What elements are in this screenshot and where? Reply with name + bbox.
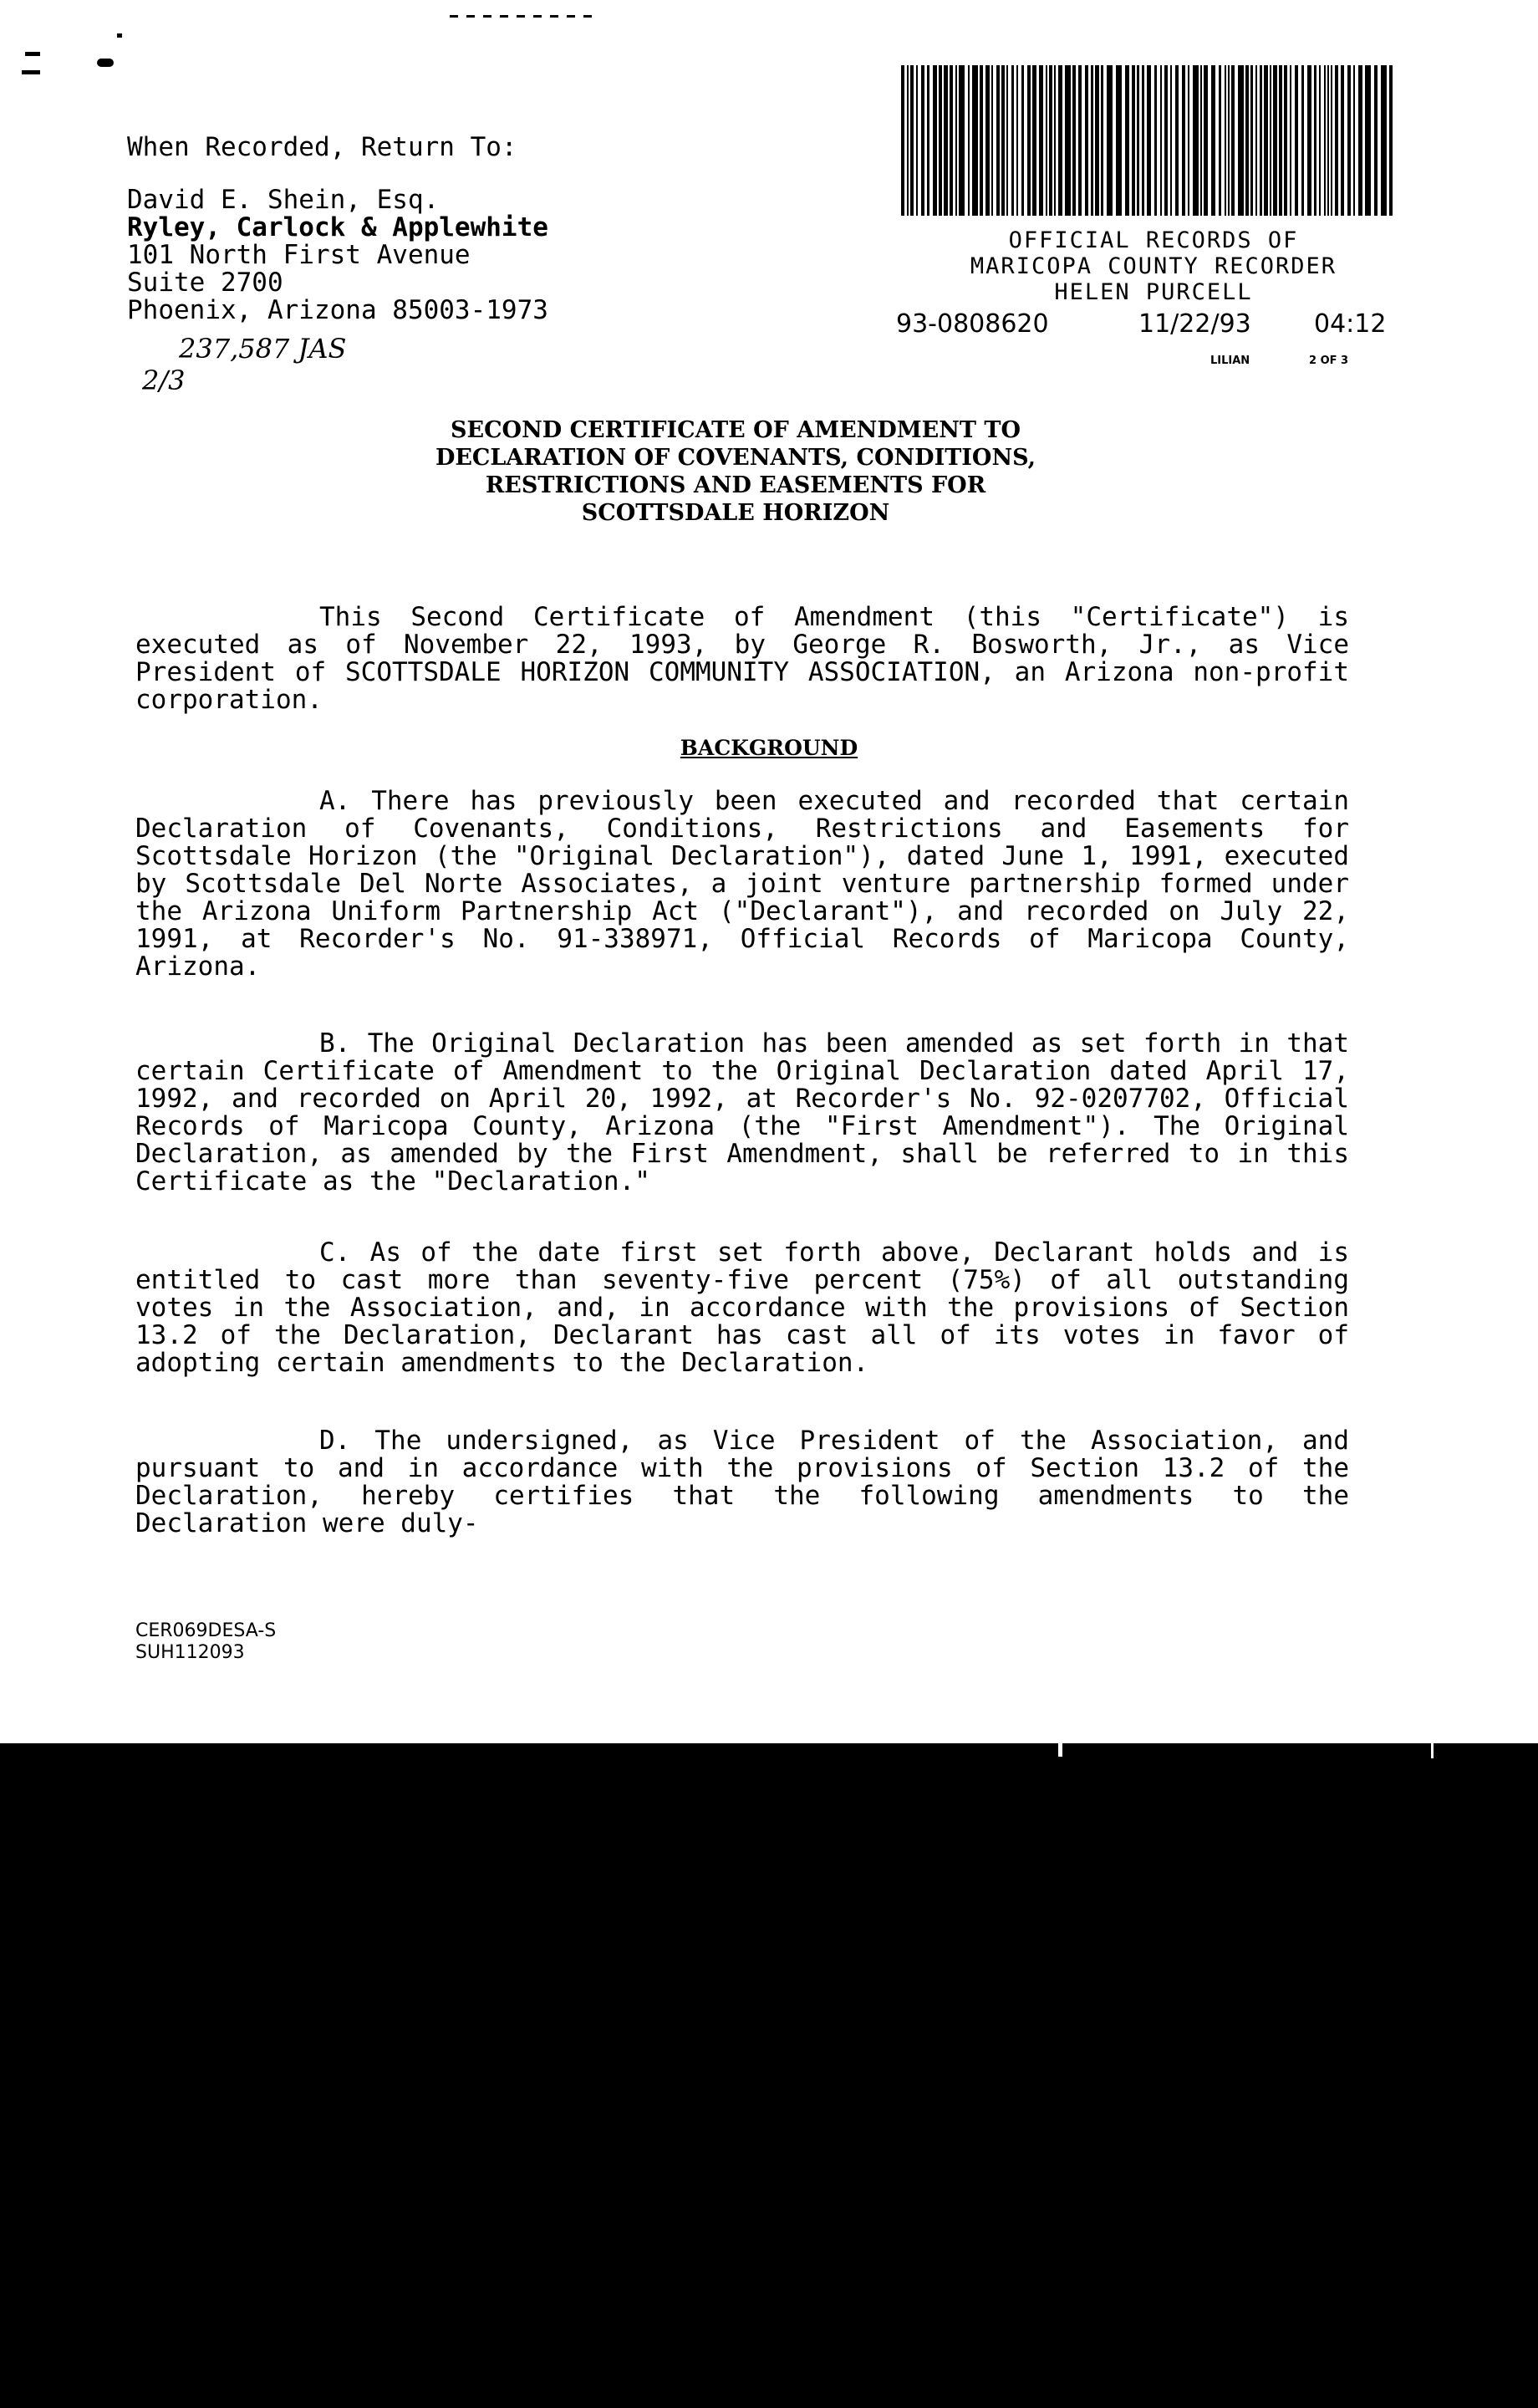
return-to-block <box>127 134 695 324</box>
title-line: SECOND CERTIFICATE OF AMENDMENT TO <box>450 417 1021 443</box>
handwritten-note: 237,587 JAS <box>179 333 347 365</box>
barcode-bar <box>1255 65 1257 216</box>
barcode-bar <box>1374 65 1378 216</box>
barcode-bar <box>991 65 993 216</box>
document-code-line: SUH112093 <box>135 1642 245 1663</box>
background-heading: BACKGROUND <box>680 736 858 760</box>
barcode-bar <box>1032 65 1036 216</box>
barcode-bar <box>1270 65 1271 216</box>
barcode-bar <box>910 65 914 216</box>
scan-artifact <box>1431 1743 1434 1758</box>
barcode-bar <box>1175 65 1179 216</box>
intro-paragraph <box>135 604 1349 714</box>
barcode-bar <box>1238 65 1244 216</box>
title-line: SCOTTSDALE HORIZON <box>581 500 890 526</box>
barcode-bar <box>907 65 909 216</box>
barcode-bar <box>1046 65 1047 216</box>
barcode-bar <box>1137 65 1139 216</box>
barcode-bar <box>1116 65 1122 216</box>
barcode-bar <box>1188 65 1189 216</box>
document-code <box>135 1620 276 1664</box>
scan-speck <box>450 15 600 18</box>
page-count: 2 OF 3 <box>1309 355 1349 367</box>
barcode-bar <box>955 65 957 216</box>
recording-time: 04:12 <box>1314 309 1387 339</box>
barcode-bar <box>1358 65 1362 216</box>
barcode-bar <box>1054 65 1056 216</box>
recital-d <box>135 1427 1349 1538</box>
title-line: DECLARATION OF COVENANTS, CONDITIONS, <box>435 445 1036 471</box>
barcode <box>901 65 1399 216</box>
scan-speck <box>97 59 114 67</box>
barcode-bar <box>1170 65 1172 216</box>
barcode-bar <box>950 65 953 216</box>
barcode-bar <box>1154 65 1157 216</box>
law-firm: Ryley, Carlock & Applewhite <box>127 212 548 242</box>
street-address: 101 North First Avenue <box>127 240 471 270</box>
barcode-bar <box>996 65 1000 216</box>
barcode-bar <box>968 65 970 216</box>
recital-c <box>135 1239 1349 1377</box>
barcode-bar <box>1021 65 1024 216</box>
recital-d-text: D. The undersigned, as Vice President of the Association, and pursuant to and in accordance with the provisions of Section 13.2 of the Declaration, hereby certifies that the following amendments to the Declaration were duly- <box>135 1426 1349 1538</box>
barcode-bar <box>921 65 924 216</box>
barcode-bar <box>1107 65 1113 216</box>
barcode-bar <box>1365 65 1371 216</box>
barcode-bar <box>1295 65 1298 216</box>
document-title <box>293 416 1179 527</box>
barcode-bar <box>933 65 937 216</box>
clerk-name: LILIAN <box>1210 355 1250 367</box>
return-to-label: When Recorded, Return To: <box>127 132 517 162</box>
barcode-bar <box>1011 65 1014 216</box>
barcode-bar <box>1101 65 1103 216</box>
recorder-stamp <box>894 227 1413 305</box>
barcode-bar <box>1147 65 1151 216</box>
recital-a <box>135 788 1349 981</box>
barcode-bar <box>1284 65 1287 216</box>
barcode-bar <box>1142 65 1144 216</box>
barcode-bar <box>1341 65 1344 216</box>
barcode-bar <box>927 65 929 216</box>
scan-artifact <box>1058 1743 1062 1757</box>
barcode-bar <box>1072 65 1076 216</box>
barcode-bar <box>1204 65 1208 216</box>
recital-b-text: B. The Original Declaration has been amended as set forth in that certain Certificate of Amendment to the Original Declaration dated April 17, 1992, and recorded on April 20, 1992, at Recorder's No. 92-0207702, Official Records of Maricopa County, Arizona (the "First Amendment"). The Original Declaration, as amended by the First Amendment, shall be referred to in this Certificate as the "Declaration." <box>135 1028 1349 1196</box>
barcode-bar <box>1273 65 1277 216</box>
barcode-bar <box>901 65 904 216</box>
barcode-bar <box>1095 65 1099 216</box>
barcode-bar <box>1331 65 1332 216</box>
barcode-bar <box>1319 65 1321 216</box>
barcode-bar <box>1182 65 1185 216</box>
barcode-bar <box>1039 65 1043 216</box>
barcode-bar <box>944 65 948 216</box>
barcode-bar <box>1193 65 1199 216</box>
barcode-bar <box>1290 65 1291 216</box>
scan-speck <box>25 52 40 56</box>
handwritten-page-note: 2/3 <box>142 365 186 396</box>
barcode-bar <box>1324 65 1326 216</box>
barcode-bar <box>1160 65 1162 216</box>
barcode-bar <box>1381 65 1387 216</box>
barcode-bar <box>1078 65 1082 216</box>
barcode-bar <box>1085 65 1088 216</box>
barcode-bar <box>1335 65 1338 216</box>
barcode-bar <box>1314 65 1316 216</box>
barcode-bar <box>1228 65 1230 216</box>
barcode-bar <box>916 65 918 216</box>
document-code-line: CER069DESA-S <box>135 1620 277 1641</box>
barcode-bar <box>1027 65 1031 216</box>
recording-number: 93-0808620 <box>896 309 1049 339</box>
recital-c-text: C. As of the date first set forth above, Declarant holds and is entitled to cast more than seventy-five percent (75%) of all outstanding votes in the Association, and, in accordance with the provisions of Section 13.2 of the Declaration, Declarant has cast all of its votes in favor of adopting certain amendments to the Declaration. <box>135 1237 1349 1378</box>
barcode-bar <box>1307 65 1311 216</box>
barcode-bar <box>1279 65 1282 216</box>
recording-date: 11/22/93 <box>1138 309 1251 339</box>
barcode-bar <box>1389 65 1393 216</box>
barcode-bar <box>1001 65 1005 216</box>
recital-b <box>135 1030 1349 1196</box>
barcode-bar <box>1091 65 1093 216</box>
barcode-bar <box>980 65 983 216</box>
barcode-bar <box>1125 65 1129 216</box>
suite: Suite 2700 <box>127 268 283 298</box>
barcode-bar <box>1200 65 1202 216</box>
recital-a-text: A. There has previously been executed and recorded that certain Declaration of Covenants, Conditions, Restrictions and Easements for Scottsdale Horizon (the "Original Declaration"), dated June 1, 1991, executed by Scottsdale Del Norte Associates, a joint venture partnership formed under the Arizona Uniform Partnership Act ("Declarant"), and recorded on July 22, 1991, at Recorder's No. 91-338971, Official Records of Maricopa County, Arizona. <box>135 786 1349 982</box>
barcode-bar <box>959 65 965 216</box>
barcode-bar <box>1250 65 1253 216</box>
barcode-bar <box>1245 65 1249 216</box>
barcode-bar <box>1260 65 1262 216</box>
scan-speck <box>22 70 40 74</box>
barcode-bar <box>1225 65 1226 216</box>
barcode-bar <box>1016 65 1018 216</box>
barcode-bar <box>1231 65 1235 216</box>
barcode-bar <box>1347 65 1351 216</box>
scanner-black-margin <box>0 1743 1538 2408</box>
official-records-line: OFFICIAL RECORDS OF <box>1008 227 1299 253</box>
barcode-bar <box>1065 65 1071 216</box>
recorder-name: HELEN PURCELL <box>1054 279 1253 305</box>
barcode-bar <box>1049 65 1052 216</box>
barcode-bar <box>972 65 978 216</box>
intro-text: This Second Certificate of Amendment (this "Certificate") is executed as of November 22, 1993, by George R. Bosworth, Jr., as Vice President of SCOTTSDALE HORIZON COMMUNITY ASSOCIATION, an Arizona non-profit corporation. <box>135 602 1349 715</box>
barcode-bar <box>985 65 990 216</box>
attorney-name: David E. Shein, Esq. <box>127 185 440 215</box>
scan-speck <box>117 33 122 38</box>
barcode-bar <box>1264 65 1268 216</box>
title-line: RESTRICTIONS AND EASEMENTS FOR <box>485 472 986 498</box>
barcode-bar <box>1327 65 1329 216</box>
barcode-bar <box>1219 65 1221 216</box>
barcode-bar <box>1132 65 1135 216</box>
barcode-bar <box>1301 65 1304 216</box>
barcode-bar <box>1006 65 1008 216</box>
barcode-bar <box>1058 65 1062 216</box>
barcode-bar <box>939 65 942 216</box>
barcode-bar <box>1164 65 1168 216</box>
city-state-zip: Phoenix, Arizona 85003-1973 <box>127 295 548 325</box>
barcode-bar <box>1211 65 1215 216</box>
barcode-bar <box>1353 65 1355 216</box>
county-recorder-line: MARICOPA COUNTY RECORDER <box>970 253 1337 279</box>
